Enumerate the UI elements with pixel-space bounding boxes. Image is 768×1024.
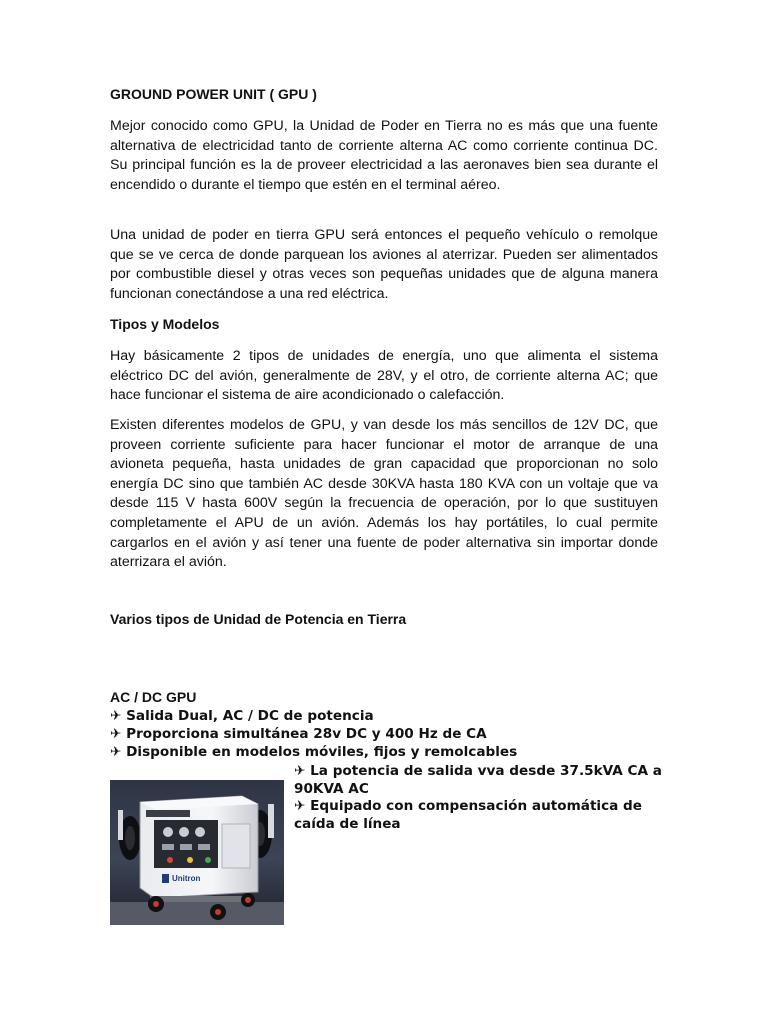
paragraph-tipos: Hay básicamente 2 tipos de unidades de energía, uno que alimenta el sistema eléctrico DC del avión, generalmente de 28V, y el otro, de corriente alterna AC; que hace funcionar el sistema de aire acondicionado o calefacción. <box>110 348 658 404</box>
paragraph-definition: Una unidad de poder en tierra GPU será entonces el pequeño vehículo o remolque que se ve cerca de donde parquean los aviones al aterrizar. Pueden ser alimentados por combustible diesel y otras veces son pequeñas unidades que de alguna manera funcionan conectándose a una red eléctrica. <box>110 227 658 302</box>
paragraph-intro: Mejor conocido como GPU, la Unidad de Poder en Tierra no es más que una fuente alternativa de electricidad tanto de corriente alterna AC como corriente continua DC. Su principal función es la de proveer electricidad a las aeronaves bien sea durante el encendido o durante el tiempo que estén en el terminal aéreo. <box>110 118 658 193</box>
heading-ac-dc-gpu: AC / DC GPU <box>110 689 197 705</box>
bullet-item <box>110 743 517 761</box>
bullet-text: Disponible en modelos móviles, fijos y remolcables <box>126 744 518 760</box>
side-bullet-item <box>294 797 664 833</box>
bullet-text: Salida Dual, AC / DC de potencia <box>126 708 374 724</box>
bullet-text: La potencia de salida vva desde 37.5kVA CA a 90KVA AC <box>294 763 662 797</box>
bullet-item <box>110 725 487 743</box>
side-bullet-item <box>294 762 664 798</box>
airplane-icon: ✈ <box>294 798 306 814</box>
heading-varios-tipos: Varios tipos de Unidad de Potencia en Tierra <box>110 611 407 627</box>
paragraph-modelos: Existen diferentes modelos de GPU, y van desde los más sencillos de 12V DC, que proveen corriente suficiente para hacer funcionar el motor de arranque de una avioneta pequeña, hasta unidades de gran capacidad que proporcionan no solo energía DC sino que también AC desde 30KVA hasta 180 KVA con un voltaje que va desde 115 V hasta 600V según la frecuencia de operación, por lo que sustituyen completamente el APU de un avión. Además los hay portátiles, lo cual permite cargarlos en el avión y así tener una fuente de poder alternativa sin importar donde aterrizara el avión. <box>110 417 658 571</box>
bullet-item <box>110 707 374 725</box>
bullet-text: Equipado con compensación automática de caída de línea <box>294 798 643 832</box>
airplane-icon: ✈ <box>294 763 306 779</box>
heading-tipos-modelos: Tipos y Modelos <box>110 316 220 332</box>
gpu-photo <box>110 780 284 925</box>
airplane-icon: ✈ <box>110 744 122 760</box>
airplane-icon: ✈ <box>110 708 122 724</box>
airplane-icon: ✈ <box>110 726 122 742</box>
unitron-logo: Unitron <box>172 874 201 883</box>
bullet-text: Proporciona simultánea 28v DC y 400 Hz de CA <box>126 726 487 742</box>
page-title: GROUND POWER UNIT ( GPU ) <box>110 86 317 102</box>
